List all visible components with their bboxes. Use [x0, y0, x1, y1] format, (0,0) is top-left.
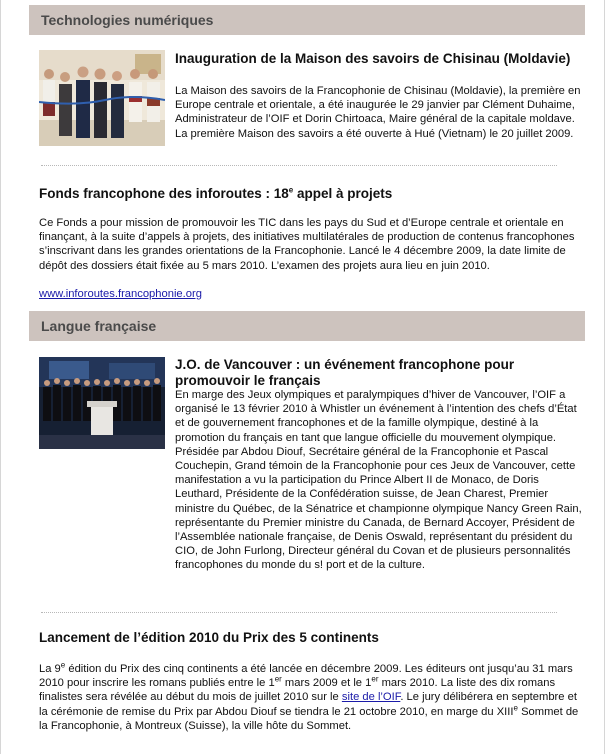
article-title-prix: Lancement de l’édition 2010 du Prix des 5 continents	[39, 630, 379, 645]
prix-text-3: mars 2009 et le 1	[281, 677, 372, 690]
prix-text-5: . Le jury délibérera en septembre et la cérémonie de remise du Prix par Abdou Diouf se tiendra le 21 octobre 2010, en marge du XIII	[39, 691, 577, 718]
prix-sup-1: e	[60, 660, 66, 670]
article-divider	[41, 165, 557, 166]
article-body-prix	[39, 662, 587, 733]
prix-sup-5: e	[513, 702, 518, 712]
article-title-vancouver: J.O. de Vancouver : un événement francophone pour promouvoir le français	[175, 357, 515, 388]
prix-text-4: mars 2010. La liste des dix romans finalistes sera révélée au début du mois de juillet 2010 sur le	[39, 677, 556, 704]
article-title-chisinau: Inauguration de la Maison des savoirs de Chisinau (Moldavie)	[175, 51, 571, 66]
title-text-end: appel à projets	[293, 186, 393, 201]
article-body-inforoutes: Ce Fonds a pour mission de promouvoir les TIC dans les pays du Sud et d’Europe centrale et orientale en finançant, à la suite d’appels à projets, des initiatives multilatérales de production de contenus francophones s’inscrivant dans les grandes orientations de la Francophonie. Lancé le 4 décembre 2009, la date limite de dépôt des dossiers était fixée au 5 mars 2010. L’examen des projets aura lieu en juin 2010.	[39, 217, 575, 272]
prix-text-1: La 9	[39, 663, 61, 675]
section-title: Technologies numériques	[41, 12, 214, 28]
prix-sup-3: er	[371, 674, 379, 684]
site-oif-link[interactable]: site de l’OIF	[341, 691, 401, 704]
article-divider	[41, 612, 557, 613]
section-title: Langue française	[41, 318, 157, 334]
title-superscript: e	[288, 185, 294, 195]
article-title-inforoutes	[39, 186, 585, 202]
article-body-chisinau: La Maison des savoirs de la Francophonie de Chisinau (Moldavie), la première en Europe centrale et orientale, a été inaugurée le 29 janvier par Clément Duhaime, Administrateur de l’OIF et Dorin Chirtoaca, Maire général de la capitale moldave. La première Maison des savoirs a été ouverte à Hué (Vietnam) le 20 juillet 2009.	[175, 85, 581, 140]
prix-text-2: édition du Prix des cinq continents a été lancée en décembre 2009. Les éditeurs ont jusqu’au 31 mars 2010 pour inscrire les romans publiés entre le 1	[39, 663, 573, 690]
inforoutes-link-line	[39, 287, 339, 301]
event-stage-image	[39, 357, 165, 449]
ribbon-ceremony-image	[39, 50, 165, 146]
article-body-vancouver: En marge des Jeux olympiques et paralympiques d’hiver de Vancouver, l’OIF a organisé le 13 février 2010 à Whistler un événement à l’intention des chefs d’État et de gouvernement francophones et de la famille olympique, destiné à la promotion du français en tant que langue officielle du mouvement olympique. Présidée par Abdou Diouf, Secrétaire général de la Francophonie et Pascal Couchepin, Grand témoin de la Francophonie pour ces Jeux de Vancouver, cette manifestation a vu la participation du Prince Albert II de Monaco, de Doris Leuthard, Présidente de la Confédération suisse, de Jean Charest, Premier ministre du Québec, de la Sénatrice et championne olympique Nancy Green Rain, représentante du Premier ministre du Canada, de Bernard Accoyer, Président de l’Assemblée nationale française, de Denis Oswald, représentant du président du CIO, de John Furlong, Directeur général du Covan et de plusieurs personnalités francophones du monde du s! port et de la culture.	[175, 389, 582, 572]
inforoutes-link[interactable]: www.inforoutes.francophonie.org	[39, 288, 202, 300]
prix-sup-2: er	[274, 674, 282, 684]
chisinau-ribbon-photo	[39, 50, 165, 146]
prix-text-6: Sommet de la Francophonie, à Montreux (Suisse), la ville hôte du Sommet.	[39, 705, 579, 732]
vancouver-event-photo	[39, 357, 165, 449]
title-text: Fonds francophone des inforoutes : 18	[39, 186, 289, 201]
section-header-langue	[29, 311, 585, 341]
section-header-technologies	[29, 5, 585, 35]
